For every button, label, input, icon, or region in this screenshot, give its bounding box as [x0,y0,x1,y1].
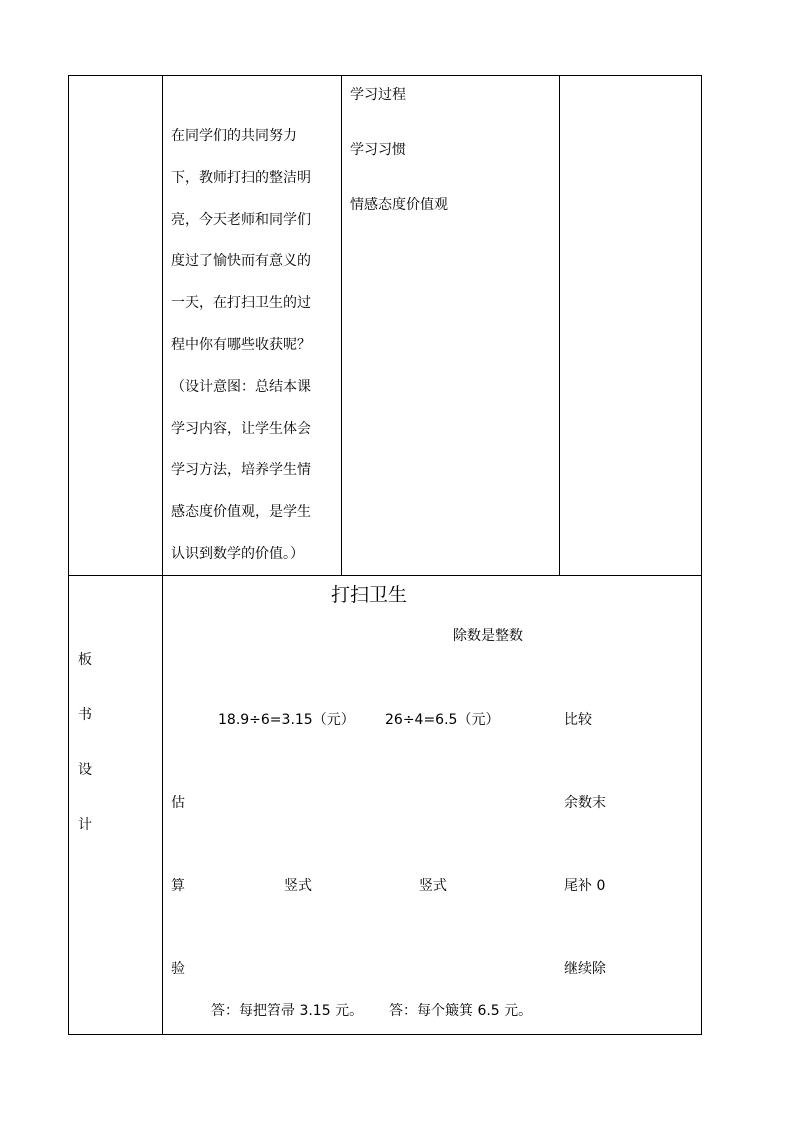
answer-2: 答：每个簸箕 6.5 元。 [389,1003,533,1019]
reflection-line: 在同学们的共同努力 [171,128,297,144]
board-subtitle: 除数是整数 [453,628,523,644]
table-col-divider-1 [162,75,163,1035]
equation-2: 26÷4=6.5（元） [385,712,500,728]
board-title: 打扫卫生 [331,584,408,606]
reflection-line: 学习方法，培养学生情 [171,462,311,479]
rule-line-1: 余数末 [564,795,606,811]
table-row-divider [68,575,702,576]
goal-item: 学习过程 [350,87,406,103]
reflection-line: 下，教师打扫的整洁明 [171,169,311,186]
estimate-char-3: 验 [171,961,185,977]
reflection-line: 一天，在打扫卫生的过 [171,295,311,312]
compare-label: 比较 [564,712,592,728]
reflection-line: 学习内容，让学生体会 [171,420,311,437]
vertical-form-2: 竖式 [419,878,447,894]
reflection-line: 亮，今天老师和同学们 [171,211,311,228]
goal-item: 学习习惯 [350,142,406,158]
estimate-char-1: 估 [171,795,185,811]
table-col-divider-3 [559,75,560,576]
board-design-label: 计 [78,817,92,833]
table-border-top [68,75,702,76]
table-col-divider-2 [341,75,342,576]
table-border-bottom [68,1034,702,1035]
table-border-right [701,75,702,1035]
goal-item: 情感态度价值观 [350,197,448,213]
estimate-char-2: 算 [171,878,185,894]
reflection-line: 程中你有哪些收获呢？ [171,336,311,353]
reflection-line: 认识到数学的价值。） [171,545,304,562]
answer-1: 答：每把笤帚 3.15 元。 [211,1003,364,1019]
rule-line-3: 继续除 [564,961,606,977]
board-design-label: 书 [78,707,92,723]
reflection-line: （设计意图：总结本课 [171,378,311,395]
board-design-label: 板 [78,652,92,668]
reflection-line: 感态度价值观，是学生 [171,504,311,521]
equation-1: 18.9÷6=3.15（元） [218,712,355,728]
board-design-label: 设 [78,762,92,778]
reflection-text [171,124,341,584]
table-border-left [68,75,69,1035]
vertical-form-1: 竖式 [284,878,312,894]
rule-line-2: 尾补 0 [564,878,606,894]
reflection-line: 度过了愉快而有意义的 [171,253,311,270]
